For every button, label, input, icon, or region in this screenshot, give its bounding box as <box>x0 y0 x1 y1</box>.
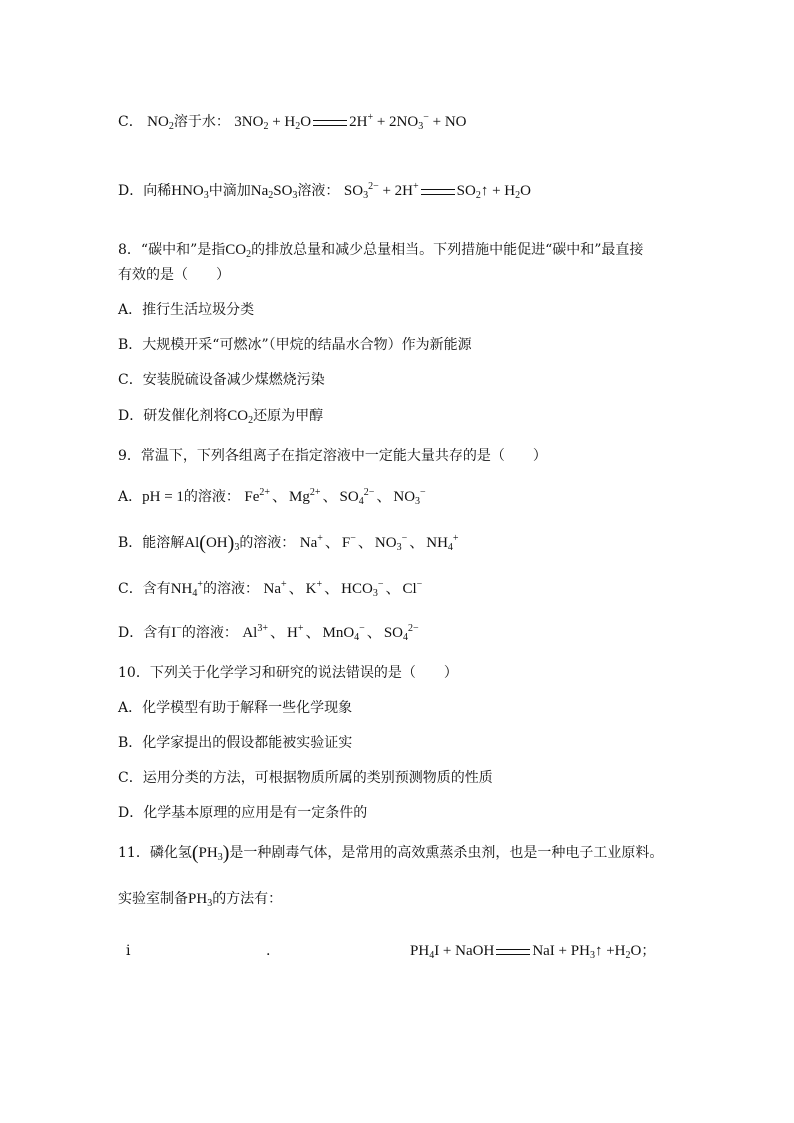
q8-option-a: A．推行生活垃圾分类 <box>118 302 255 318</box>
q10-option-b: B．化学家提出的假设都能被实验证实 <box>118 735 353 751</box>
equation-c: $3NO_2 + H_2O$ $2H^+ + 2NO_3^-$ + NO <box>234 112 467 132</box>
q10-option-d: D．化学基本原理的应用是有一定条件的 <box>118 805 368 821</box>
q9-option-b: B．能溶解$Al(OH)_3$的溶液： Na+ 、 F− 、 $NO_3^-$ 、 $NH_4^+$ <box>118 532 459 554</box>
option-c-no2: C． $NO_2$溶于水： $3NO_2 + H_2O$ $2H^+ + 2NO_3^-$ + NO <box>118 112 467 132</box>
question-8-stem-cont: 有效的是（ ） <box>118 267 230 283</box>
q10-option-c: C．运用分类的方法，可根据物质所属的类别预测物质的性质 <box>118 770 493 786</box>
q10-option-a: A．化学模型有助于解释一些化学现象 <box>118 700 353 716</box>
q9-option-c: C．含有$NH_4^+$的溶液： Na+ 、 K+ 、 $HCO_3^-$ 、 Cl− <box>118 579 423 599</box>
option-d-hno3: D．向稀$HNO_3$中滴加$Na_2SO_3$溶液： $SO_3^{2-} + 2H^+$ $SO_2↑ + H_2O$ <box>118 181 531 201</box>
q8-option-d: D．研发催化剂将$CO_2$还原为甲醇 <box>118 408 324 426</box>
question-8-stem: 8．“碳中和”是指$CO_2$的排放总量和减少总量相当。下列措施中能促进“碳中和”最直接 <box>118 242 644 260</box>
method-i-label: i <box>126 943 131 959</box>
question-9-stem: 9．常温下，下列各组离子在指定溶液中一定能大量共存的是（ ） <box>118 448 547 464</box>
q9-option-d: D．含有I−的溶液： $Al^{3+}$ 、 H+ 、 MnO$_4$− 、 $SO_4^{2-}$ <box>118 623 419 643</box>
question-10-stem: 10．下列关于化学学习和研究的说法错误的是（ ） <box>118 665 458 681</box>
q8-option-c: C．安装脱硫设备减少煤燃烧污染 <box>118 372 325 388</box>
method-i-equation: $PH_4I$ + NaOH NaI + $PH_3↑ +H_2O$； <box>410 943 656 961</box>
question-11-methods: 实验室制备$PH_3$的方法有： <box>118 891 283 909</box>
formula-no2: $NO_2$ <box>147 114 174 132</box>
question-11-stem: 11．磷化氢$(PH_3)$是一种剧毒气体，是常用的高效熏蒸杀虫剂，也是一种电子工业原料。 <box>118 842 664 864</box>
q9-option-a: A．pH = 1的溶液： $Fe^{2+}$ 、 $Mg^{2+}$ 、 $SO_4^{2-}$ 、 $NO_3^-$ <box>118 487 426 507</box>
q8-option-b: B．大规模开采“可燃冰”（甲烷的结晶水合物）作为新能源 <box>118 337 472 353</box>
method-i-dot: . <box>266 943 271 959</box>
equation-d: $SO_3^{2-} + 2H^+$ $SO_2↑ + H_2O$ <box>343 181 531 201</box>
